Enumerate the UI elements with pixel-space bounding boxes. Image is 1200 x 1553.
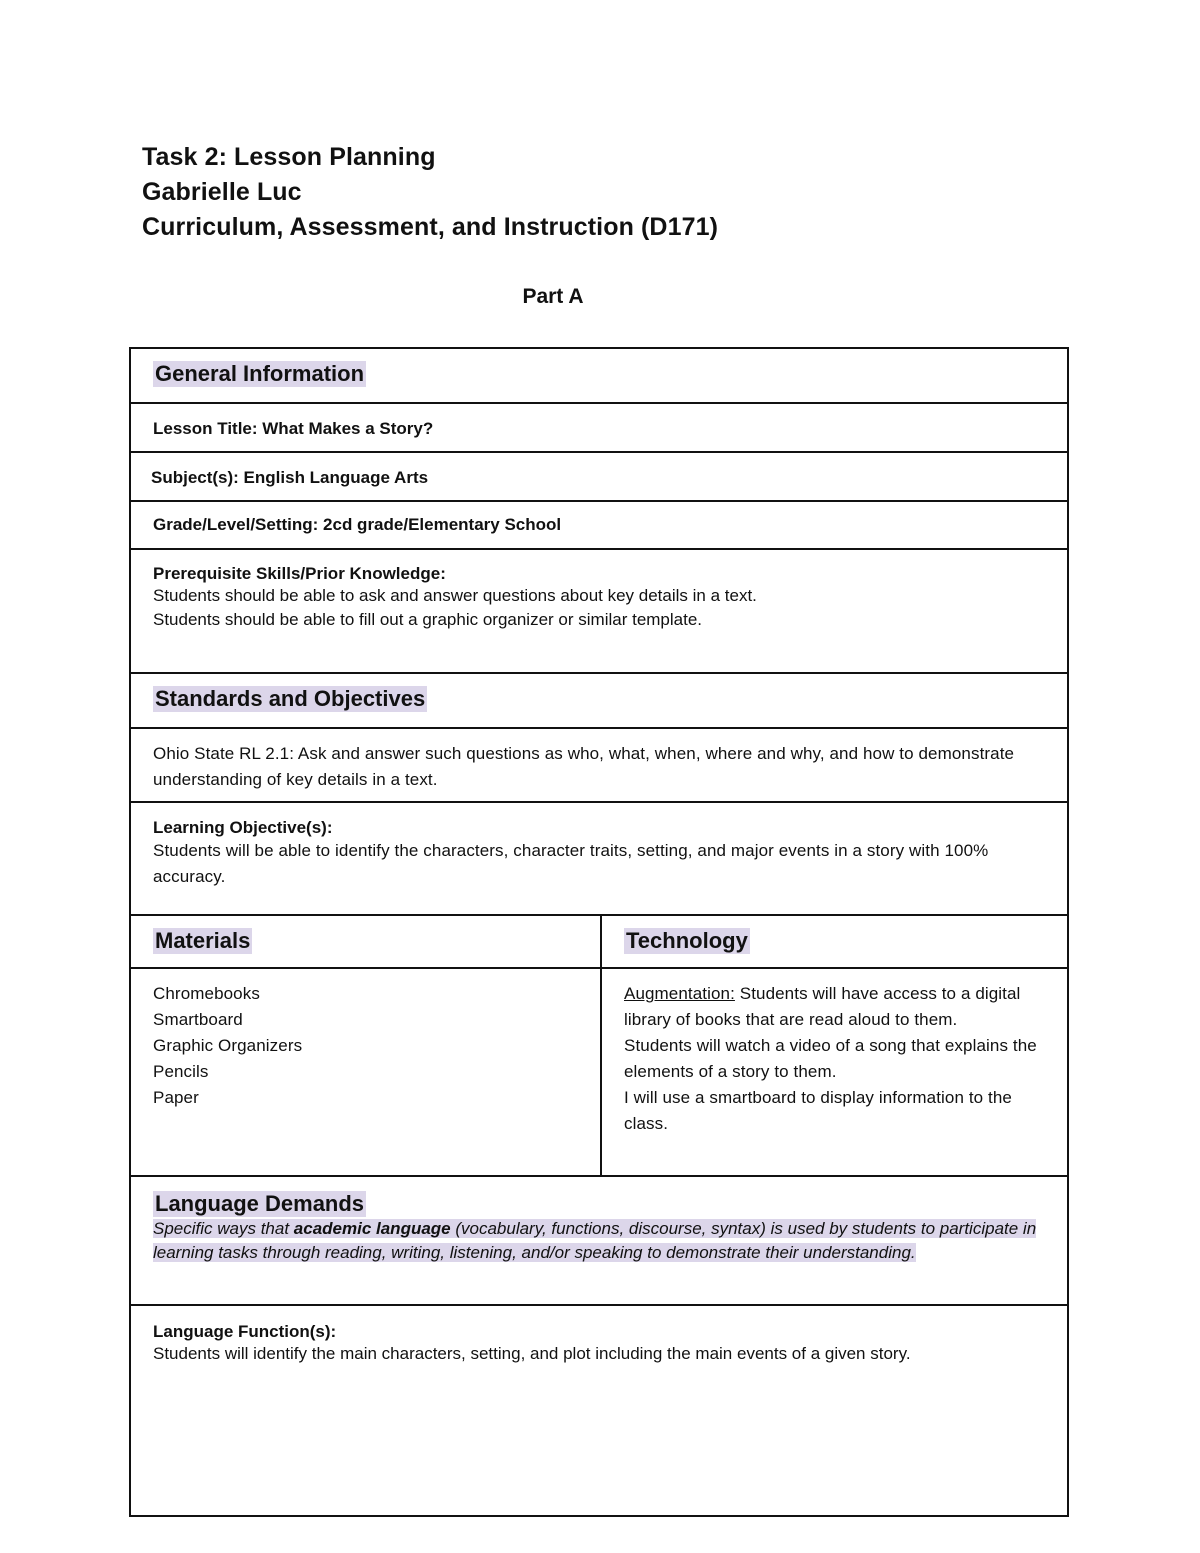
lesson-plan-table (129, 347, 1069, 1517)
video-item: Students will watch a video of a song that explains the elements of a story to them. (624, 1036, 1037, 1081)
subjects: Subject(s): English Language Arts (151, 468, 429, 487)
academic-language-term: academic language (293, 1219, 451, 1238)
course-title: Curriculum, Assessment, and Instruction (D171) (142, 213, 719, 241)
standard-row (131, 729, 1067, 803)
language-demands-description (153, 1217, 1045, 1265)
author-name: Gabrielle Luc (142, 178, 302, 206)
document-header (142, 140, 718, 245)
grade-row (131, 502, 1067, 550)
prerequisite-label: Prerequisite Skills/Prior Knowledge: (153, 564, 446, 583)
augmentation-text: Students will have access to a digital library of books that are read aloud to them. (624, 984, 1021, 1029)
prerequisite-line: Students should be able to ask and answer questions about key details in a text. (153, 586, 757, 605)
part-title: Part A (522, 285, 584, 308)
augmentation-item (624, 981, 1045, 1033)
task-title: Task 2: Lesson Planning (142, 143, 436, 171)
language-function-text: Students will identify the main characters, setting, and plot including the main events of a given story. (153, 1344, 911, 1363)
materials-heading: Materials (155, 928, 251, 953)
prerequisite-row (131, 550, 1067, 674)
standards-row (131, 674, 1067, 729)
language-demands-heading: Language Demands (155, 1191, 365, 1216)
language-function-label: Language Function(s): (153, 1322, 337, 1341)
learning-objective-text: Students will be able to identify the characters, character traits, setting, and major events in a story with 100% accuracy. (153, 841, 989, 886)
learning-objective-row (131, 803, 1067, 916)
language-desc-part: Specific ways that (153, 1219, 294, 1238)
general-information-heading: General Information (155, 361, 365, 386)
materials-item: Graphic Organizers (153, 1036, 303, 1055)
lesson-title: Lesson Title: What Makes a Story? (153, 419, 434, 438)
standards-heading: Standards and Objectives (155, 686, 426, 711)
standard-text: Ohio State RL 2.1: Ask and answer such questions as who, what, when, where and why, and how to demonstrate understanding of key details in a text. (153, 744, 1015, 789)
grade-level-setting: Grade/Level/Setting: 2cd grade/Elementary School (153, 515, 562, 534)
learning-objective-label: Learning Objective(s): (153, 818, 333, 837)
materials-item: Pencils (153, 1062, 209, 1081)
materials-technology-heading-row (131, 916, 1067, 969)
materials-heading-cell (131, 916, 600, 967)
materials-technology-body-row (131, 969, 1067, 1177)
augmentation-label: Augmentation: (624, 984, 735, 1003)
technology-heading-cell (600, 916, 1067, 967)
language-demands-row (131, 1177, 1067, 1306)
materials-item: Paper (153, 1088, 199, 1107)
language-desc-part: (vocabulary, functions, discourse, syntax) is used by students to participate in learning tasks through reading, writing, listening, and/or speaking to demonstrate their understanding. (153, 1219, 1037, 1262)
materials-list (131, 969, 600, 1175)
general-information-row (131, 349, 1067, 404)
technology-heading: Technology (626, 928, 748, 953)
technology-list (600, 969, 1067, 1175)
lesson-title-row (131, 404, 1067, 453)
subjects-row (131, 453, 1067, 502)
materials-item: Smartboard (153, 1010, 243, 1029)
language-function-row (131, 1306, 1067, 1515)
smartboard-item: I will use a smartboard to display information to the class. (624, 1088, 1012, 1133)
materials-item: Chromebooks (153, 984, 260, 1003)
prerequisite-line: Students should be able to fill out a graphic organizer or similar template. (153, 610, 703, 629)
